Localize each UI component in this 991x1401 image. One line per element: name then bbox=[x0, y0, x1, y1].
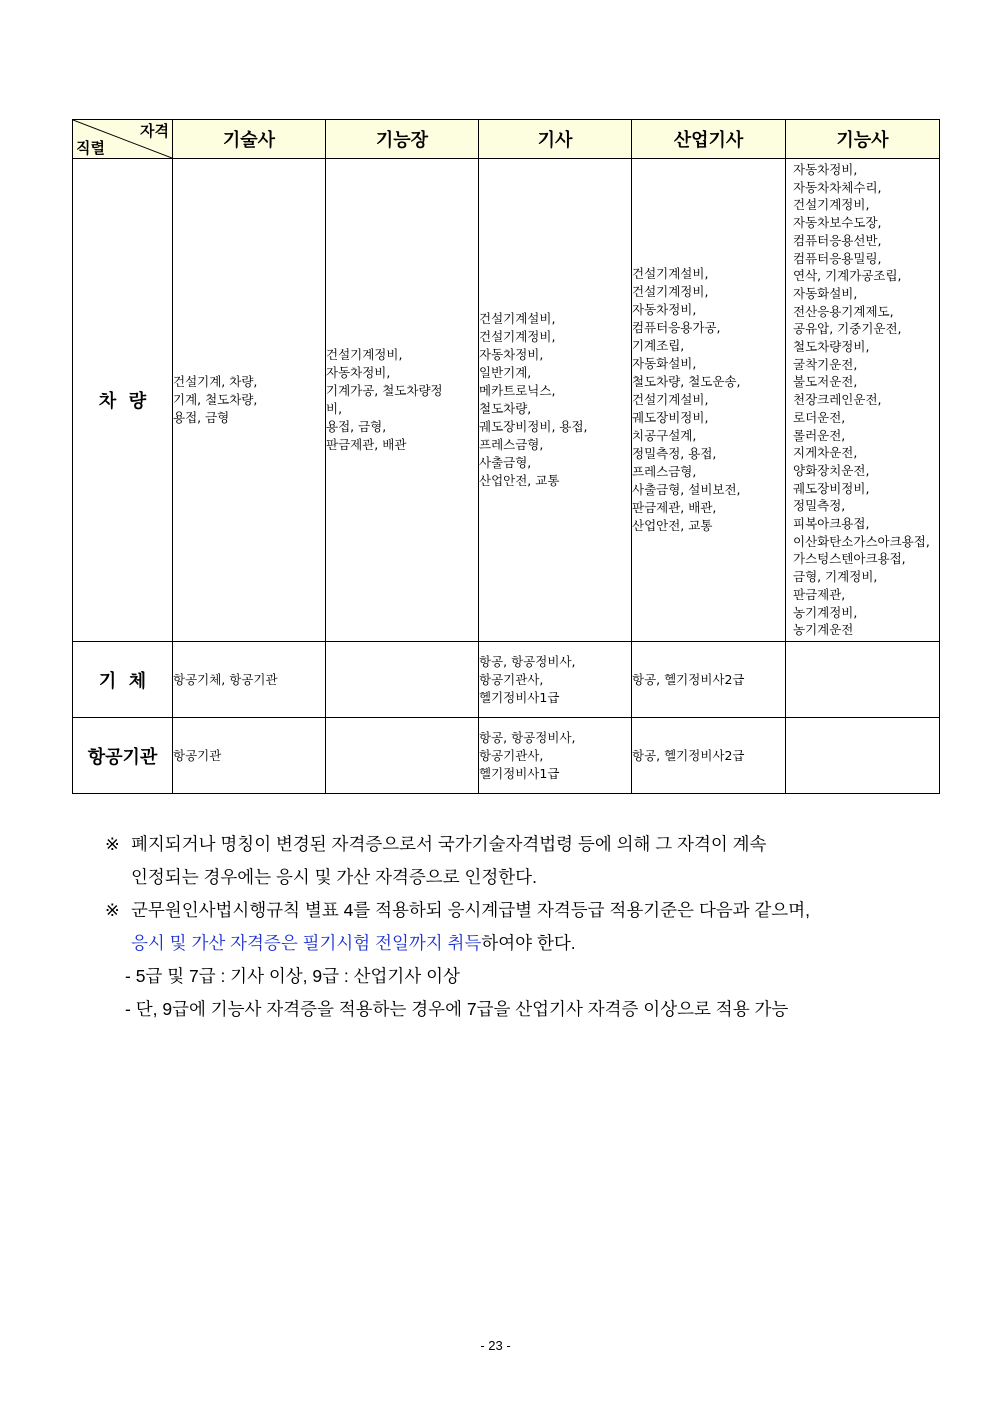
corner-label-qualification: 자격 bbox=[140, 122, 169, 140]
cell-text: 건설기계정비, 자동차정비, 기계가공, 철도차량정 비, 용접, 금형, 판금제관, 배관 bbox=[326, 347, 443, 452]
header-master-craftsman: 기능장 bbox=[326, 120, 479, 159]
header-craftsman: 기능사 bbox=[786, 120, 940, 159]
table-cell bbox=[479, 642, 632, 718]
table-cell bbox=[786, 642, 940, 718]
cell-text: 항공, 항공정비사, 항공기관사, 헬기정비사1급 bbox=[479, 729, 576, 781]
header-row bbox=[73, 120, 940, 159]
note-2-line-1: 군무원인사법시행규칙 별표 4를 적용하되 응시계급별 자격등급 적용기준은 다음과 같으며, bbox=[131, 900, 810, 920]
note-1-line-1: 폐지되거나 명칭이 변경된 자격증으로서 국가기술자격법령 등에 의해 그 자격이 계속 bbox=[131, 834, 767, 854]
highlighted-deadline-text: 응시 및 가산 자격증은 필기시험 전일까지 취득 bbox=[131, 933, 482, 953]
table-cell bbox=[173, 159, 326, 642]
table-cell bbox=[786, 718, 940, 794]
note-1 bbox=[105, 828, 925, 861]
table-cell bbox=[173, 718, 326, 794]
table-row bbox=[73, 642, 940, 718]
header-engineer: 기사 bbox=[479, 120, 632, 159]
cell-text: 항공기체, 항공기관 bbox=[173, 671, 278, 687]
note-2 bbox=[105, 894, 925, 927]
header-engineer-pe: 기술사 bbox=[173, 120, 326, 159]
bullet-exception: - 단, 9급에 기능사 자격증을 적용하는 경우에 7급을 산업기사 자격증 이상으로 적용 가능 bbox=[125, 999, 789, 1019]
cell-text: 건설기계, 차량, 기계, 철도차량, 용접, 금형 bbox=[173, 374, 258, 425]
page-number: - 23 - bbox=[480, 1338, 511, 1353]
cell-text: 자동차정비, 자동차차체수리, 건설기계정비, 자동차보수도장, 컴퓨터응용선반, 컴퓨터응용밀링, 연삭, 기계가공조립, 자동화설비, 전산응용기계제도, 공유압, 기중기운전, 철도차량정비, 굴착기운전, 불도저운전, 천장크레인운전, 로더운전, 롤러운전, 지게차운전, 양화장치운전, 궤도장비정비, 정밀측정, 피복아크용접, 이산화탄소가스아크용접, 가스텅스텐아크용접, 금형, 기계정비, 판금제관, 농기계정비, 농기계운전 bbox=[793, 162, 930, 638]
cell-text: 건설기계설비, 건설기계정비, 자동차정비, 일반기계, 메카트로닉스, 철도차량, 궤도장비정비, 용접, 프레스금형, 사출금형, 산업안전, 교통 bbox=[479, 311, 588, 488]
note-2-line-2 bbox=[105, 927, 925, 960]
note-2-line-2-rest: 하여야 한다. bbox=[481, 933, 576, 953]
reference-mark: ※ bbox=[105, 900, 120, 920]
note-1-line-2: 인정되는 경우에는 응시 및 가산 자격증으로 인정한다. bbox=[131, 867, 537, 887]
table-row bbox=[73, 718, 940, 794]
table-cell bbox=[173, 642, 326, 718]
table-row bbox=[73, 159, 940, 642]
cell-text: 항공, 헬기정비사2급 bbox=[632, 747, 745, 763]
table-cell bbox=[786, 159, 940, 642]
cell-text: 항공기관 bbox=[173, 747, 222, 763]
table-cell bbox=[479, 159, 632, 642]
table-cell bbox=[326, 642, 479, 718]
reference-mark: ※ bbox=[105, 834, 120, 854]
cell-text: 항공, 헬기정비사2급 bbox=[632, 671, 745, 687]
corner-label-series: 직렬 bbox=[76, 139, 105, 157]
table-cell bbox=[326, 159, 479, 642]
notes-section bbox=[105, 828, 925, 1026]
cell-text: 항공, 항공정비사, 항공기관사, 헬기정비사1급 bbox=[479, 653, 576, 705]
table-cell bbox=[326, 718, 479, 794]
cell-text: 건설기계설비, 건설기계정비, 자동차정비, 컴퓨터응용가공, 기계조립, 자동화설비, 철도차량, 철도운송, 건설기계설비, 궤도장비정비, 치공구설계, 정밀측정, 용접, 프레스금형, 사출금형, 설비보전, 판금제관, 배관, 산업안전, 교통 bbox=[632, 266, 741, 533]
bullet-grade-criteria: - 5급 및 7급 : 기사 이상, 9급 : 산업기사 이상 bbox=[125, 966, 460, 986]
table-cell bbox=[632, 159, 786, 642]
row-label-vehicle: 차 량 bbox=[73, 159, 173, 642]
qualification-table bbox=[72, 119, 940, 794]
header-industrial-engineer: 산업기사 bbox=[632, 120, 786, 159]
row-label-aircraft-engine: 항공기관 bbox=[73, 718, 173, 794]
row-label-airframe: 기 체 bbox=[73, 642, 173, 718]
table-cell bbox=[479, 718, 632, 794]
corner-header bbox=[73, 120, 173, 159]
table-cell bbox=[632, 642, 786, 718]
table-cell bbox=[632, 718, 786, 794]
